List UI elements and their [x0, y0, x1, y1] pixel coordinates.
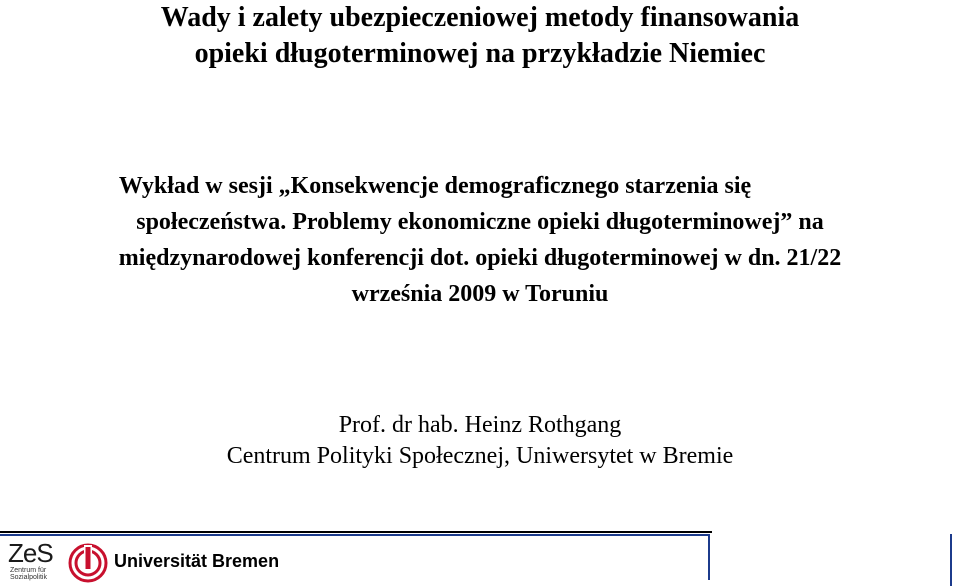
title-line-2: opieki długoterminowej na przykładzie Niemiec	[194, 38, 766, 69]
author-name: Prof. dr hab. Heinz Rothgang	[338, 412, 622, 438]
title-line-1: Wady i zalety ubezpieczeniowej metody finansowania	[160, 2, 800, 33]
lecture-line-4: września 2009 w Toruniu	[351, 281, 609, 307]
footer-divider-vertical	[708, 534, 710, 580]
zes-logo	[8, 540, 64, 584]
lecture-line-2: społeczeństwa. Problemy ekonomiczne opieki długoterminowej” na	[136, 209, 824, 235]
lecture-description	[0, 168, 960, 312]
lecture-line-3: międzynarodowej konferencji dot. opieki długoterminowej w dn. 21/22	[118, 245, 842, 271]
document-title	[0, 0, 960, 72]
author-block	[0, 410, 960, 472]
zes-logo-subtext: Zentrum für Sozialpolitik	[10, 567, 47, 581]
author-affiliation: Centrum Polityki Społecznej, Uniwersytet w Bremie	[226, 443, 734, 469]
university-seal-icon	[68, 543, 108, 583]
footer-divider-vertical-right	[950, 534, 952, 586]
footer-divider-accent	[0, 534, 710, 536]
zes-logo-text: ZeS	[8, 538, 53, 568]
footer-divider	[0, 531, 712, 533]
lecture-line-1: Wykład w sesji „Konsekwencje demograficznego starzenia się	[118, 173, 752, 199]
university-name: Universität Bremen	[114, 551, 280, 571]
